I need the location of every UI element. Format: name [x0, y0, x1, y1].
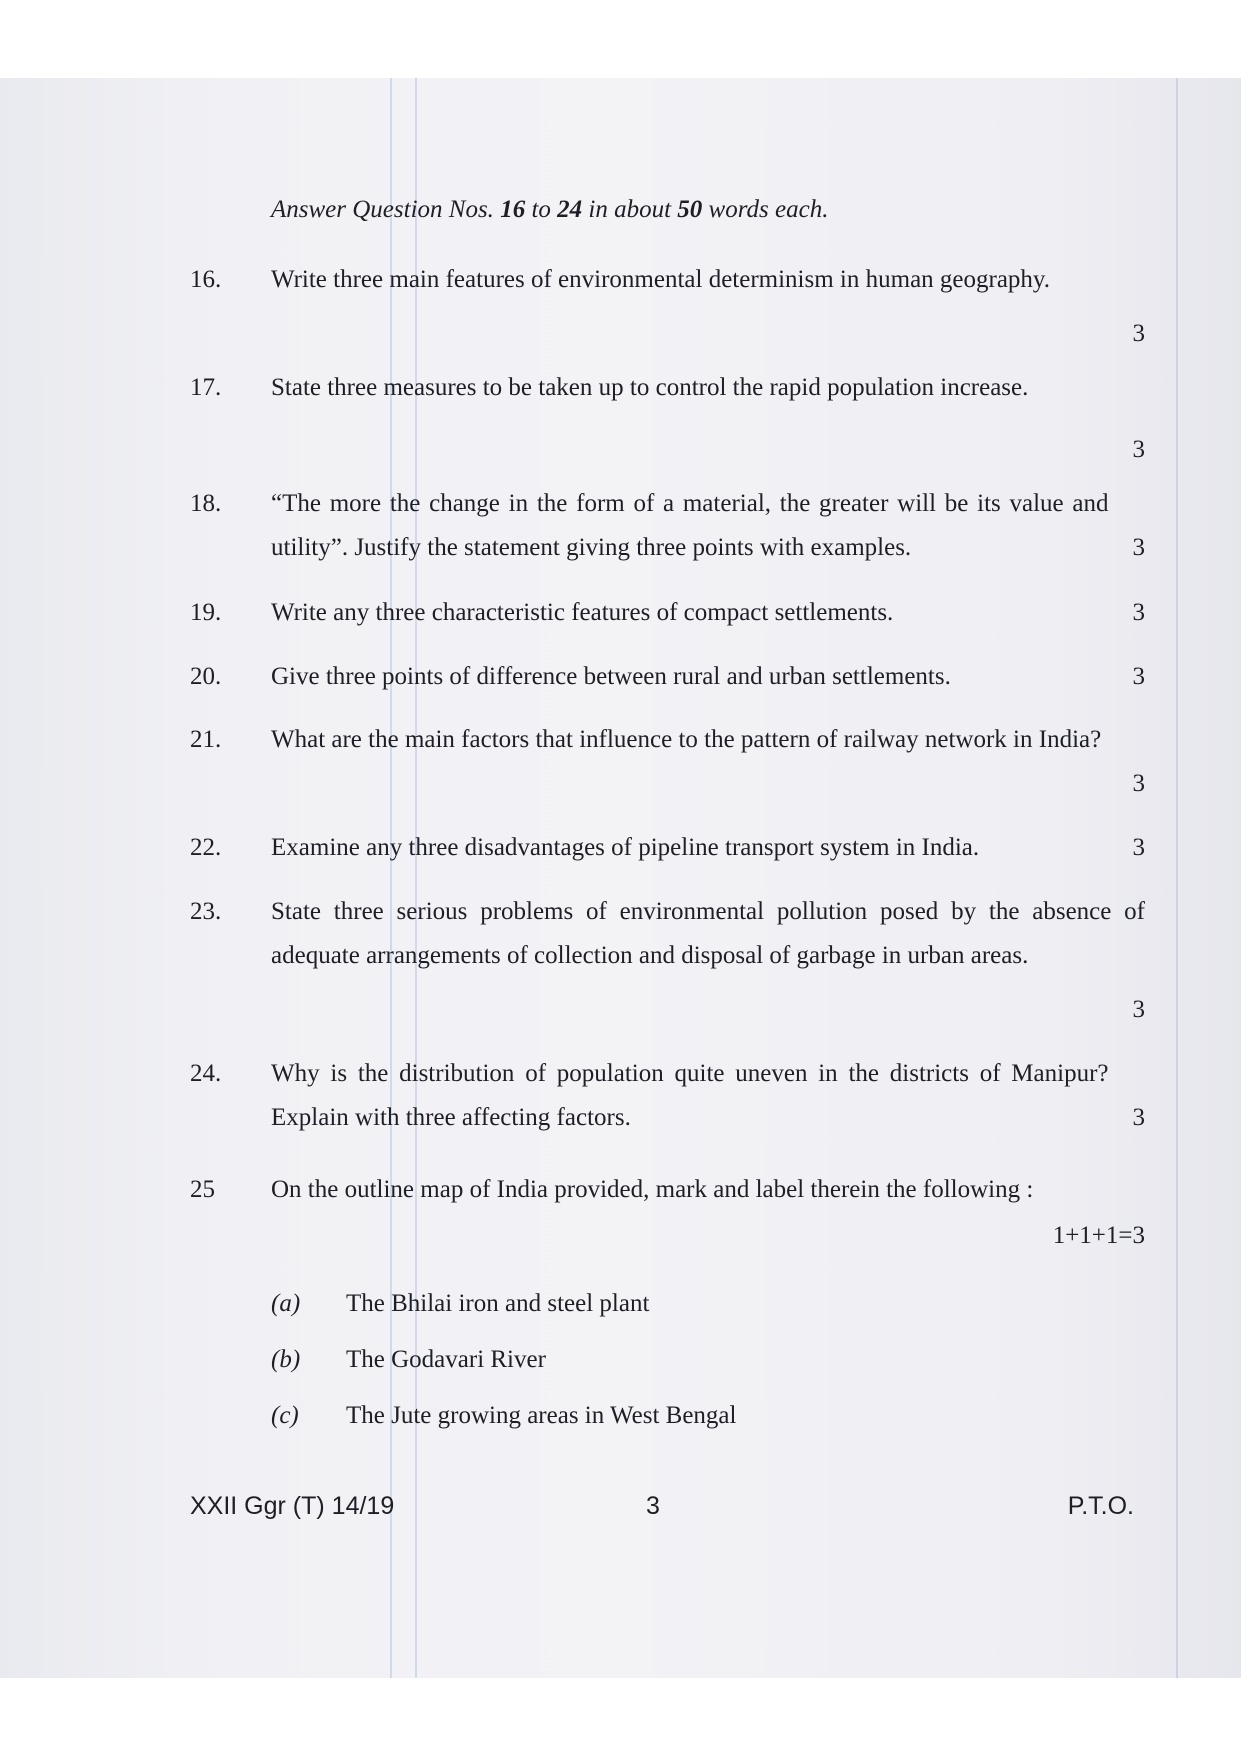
question-text: Write three main features of environmental determinism in human geography.	[271, 266, 1051, 293]
question-text: Examine any three disadvantages of pipeline transport system in India.	[271, 834, 980, 861]
question-18	[190, 482, 1145, 570]
question-text: On the outline map of India provided, mark and label therein the following :	[271, 1176, 1034, 1203]
question-number: 17.	[190, 374, 222, 401]
question-text: State three serious problems of environmental pollution posed by the absence of adequate arrangements of collection and disposal of garbage in urban areas.	[271, 898, 1145, 969]
question-17	[190, 366, 1145, 410]
question-21	[190, 718, 1145, 806]
map-item-text: The Jute growing areas in West Bengal	[346, 1402, 737, 1429]
page-number: 3	[646, 1492, 660, 1520]
question-marks: 3	[1132, 599, 1145, 626]
question-marks: 1+1+1=3	[1052, 1222, 1145, 1249]
question-20	[190, 655, 1145, 699]
question-number: 19.	[190, 599, 222, 626]
map-item	[271, 1346, 546, 1374]
map-item	[271, 1290, 649, 1318]
map-item-label: (a)	[271, 1290, 301, 1317]
question-text: State three measures to be taken up to control the rapid population increase.	[271, 374, 1029, 401]
section-instruction: Answer Question Nos. 16 to 24 in about 50 words each.	[271, 196, 829, 223]
question-number: 23.	[190, 898, 222, 925]
question-text: What are the main factors that influence to the pattern of railway network in India?	[271, 726, 1102, 753]
question-number: 20.	[190, 663, 222, 690]
question-number: 25	[190, 1176, 215, 1203]
question-number: 22.	[190, 834, 222, 861]
map-item-label: (b)	[271, 1346, 301, 1373]
map-item-label: (c)	[271, 1402, 299, 1429]
question-marks: 3	[1132, 534, 1145, 561]
question-marks: 3	[1132, 1104, 1145, 1131]
pto-label: P.T.O.	[1067, 1492, 1134, 1520]
question-text: “The more the change in the form of a material, the greater will be its value and utility”. Justify the statement giving three points with examples.	[271, 490, 1109, 561]
question-text: Why is the distribution of population quite uneven in the districts of Manipur? Explain with three affecting factors.	[271, 1060, 1109, 1131]
map-item	[271, 1402, 736, 1430]
map-item-text: The Bhilai iron and steel plant	[346, 1290, 650, 1317]
question-marks: 3	[1132, 320, 1145, 347]
question-marks: 3	[1132, 436, 1145, 463]
question-number: 21.	[190, 726, 222, 753]
question-22	[190, 826, 1145, 870]
question-marks: 3	[1132, 770, 1145, 797]
question-marks: 3	[1132, 663, 1145, 690]
question-number: 18.	[190, 490, 222, 517]
question-23	[190, 890, 1145, 978]
question-marks: 3	[1132, 834, 1145, 861]
question-number: 16.	[190, 266, 222, 293]
paper-code: XXII Ggr (T) 14/19	[190, 1492, 395, 1520]
question-25	[190, 1168, 1145, 1212]
question-number: 24.	[190, 1060, 222, 1087]
question-text: Give three points of difference between rural and urban settlements.	[271, 663, 951, 690]
question-24	[190, 1052, 1145, 1140]
question-marks: 3	[1132, 996, 1145, 1023]
question-16	[190, 258, 1145, 302]
question-19	[190, 591, 1145, 635]
question-text: Write any three characteristic features of compact settlements.	[271, 599, 894, 626]
map-item-text: The Godavari River	[346, 1346, 546, 1373]
